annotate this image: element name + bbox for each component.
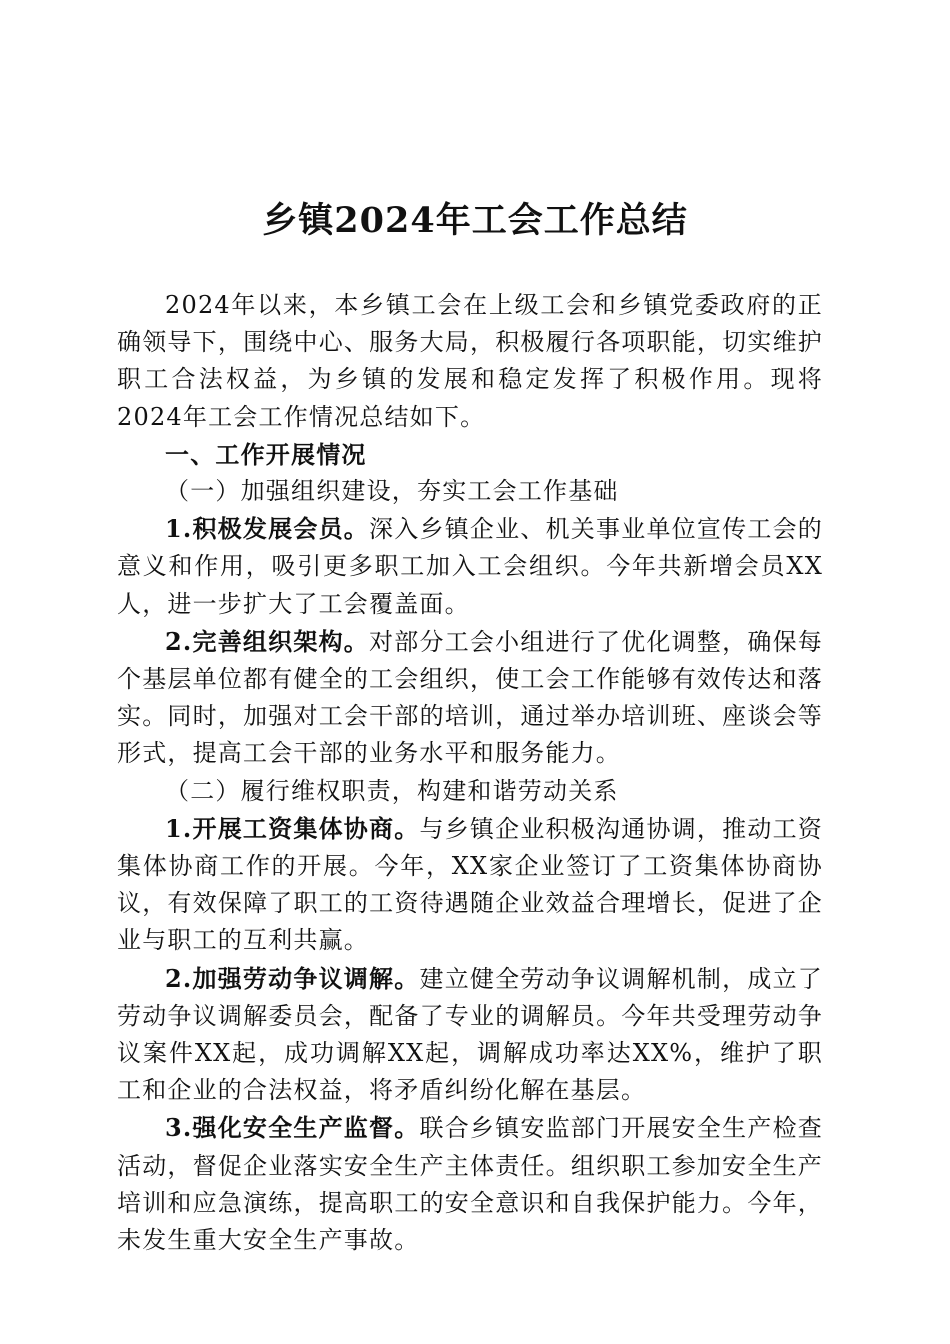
section-heading: 一、工作开展情况 <box>165 439 367 469</box>
item-paragraph <box>117 623 823 773</box>
item-paragraph <box>117 1109 823 1259</box>
item-paragraph <box>117 510 823 623</box>
item-lead: 1.开展工资集体协商。 <box>165 813 420 843</box>
item-text: 深入乡镇企业、机关事业单位宣传工会的意义和作用，吸引更多职工加入工会组织。今年共新增会员XX人，进一步扩大了工会覆盖面。 <box>117 515 823 618</box>
document-body <box>117 287 823 1259</box>
item-lead: 1.积极发展会员。 <box>165 514 370 544</box>
item-text: 对部分工会小组进行了优化调整，确保每个基层单位都有健全的工会组织，使工会工作能够有效传达和落实。同时，加强对工会干部的培训，通过举办培训班、座谈会等形式，提高工会干部的业务水平和服务能力。 <box>117 627 823 768</box>
item-text: 建立健全劳动争议调解机制，成立了劳动争议调解委员会，配备了专业的调解员。今年共受理劳动争议案件XX起，成功调解XX起，调解成功率达XX%，维护了职工和企业的合法权益，将矛盾纠纷化解在基层。 <box>117 964 823 1105</box>
item-text: 与乡镇企业积极沟通协调，推动工资集体协商工作的开展。今年，XX家企业签订了工资集体协商协议，有效保障了职工的工资待遇随企业效益合理增长，促进了企业与职工的互利共赢。 <box>117 814 823 955</box>
item-lead: 2.加强劳动争议调解。 <box>165 963 420 993</box>
item-text: 联合乡镇安监部门开展安全生产检查活动，督促企业落实安全生产主体责任。组织职工参加安全生产培训和应急演练，提高职工的安全意识和自我保护能力。今年，未发生重大安全生产事故。 <box>117 1114 823 1255</box>
item-paragraph <box>117 810 823 960</box>
item-paragraph <box>117 960 823 1110</box>
intro-paragraph: 2024年以来，本乡镇工会在上级工会和乡镇党委政府的正确领导下，围绕中心、服务大局，积极履行各项职能，切实维护职工合法权益，为乡镇的发展和稳定发挥了积极作用。现将2024年工会工作情况总结如下。 <box>117 291 823 431</box>
item-lead: 3.强化安全生产监督。 <box>165 1113 420 1143</box>
subsection-heading: （一）加强组织建设，夯实工会工作基础 <box>165 477 619 506</box>
item-lead: 2.完善组织架构。 <box>165 626 370 656</box>
subsection-heading: （二）履行维权职责，构建和谐劳动关系 <box>165 776 619 805</box>
document-title: 乡镇2024年工会工作总结 <box>262 200 688 241</box>
